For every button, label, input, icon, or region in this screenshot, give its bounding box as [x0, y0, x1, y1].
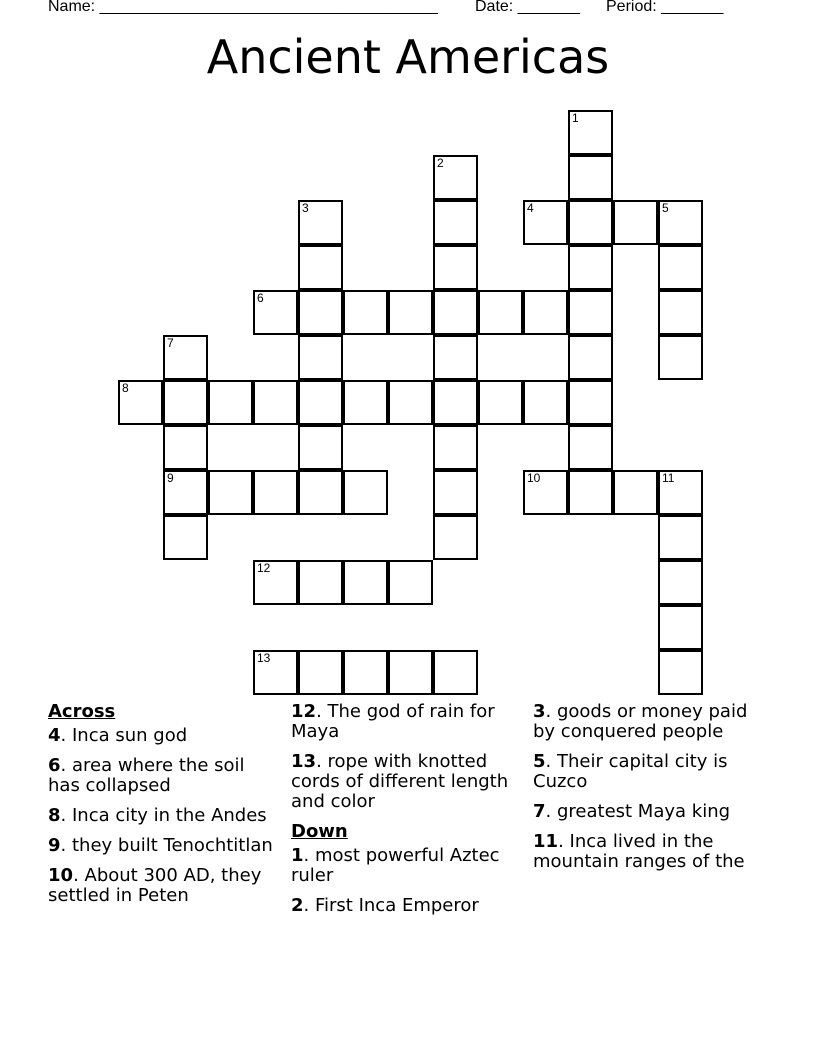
crossword-cell[interactable] [568, 155, 613, 200]
clue-across-6: 6. area where the soil has collapsed [48, 755, 245, 796]
crossword-cell[interactable] [298, 650, 343, 695]
crossword-cell[interactable] [388, 650, 433, 695]
crossword-cell[interactable] [658, 335, 703, 380]
crossword-cell[interactable] [433, 155, 478, 200]
date-field: Date: _______ [475, 0, 580, 15]
crossword-cell[interactable] [478, 380, 523, 425]
crossword-cell[interactable] [343, 380, 388, 425]
crossword-cell[interactable] [568, 470, 613, 515]
clue-number: 5 [662, 201, 669, 215]
clue-down-2: 2. First Inca Emperor [291, 895, 479, 916]
crossword-cell[interactable] [523, 200, 568, 245]
clue-down-3: 3. goods or money paid by conquered people [533, 701, 748, 742]
crossword-cell[interactable] [658, 245, 703, 290]
crossword-cell[interactable] [163, 515, 208, 560]
crossword-cell[interactable] [568, 200, 613, 245]
across-heading: Across [48, 701, 116, 722]
crossword-cell[interactable] [253, 470, 298, 515]
clue-number: 2 [437, 156, 444, 170]
crossword-cell[interactable] [298, 290, 343, 335]
clue-number: 7 [167, 336, 174, 350]
crossword-cell[interactable] [658, 470, 703, 515]
clue-across-10: 10. About 300 AD, they settled in Peten [48, 865, 262, 906]
clue-column-2 [291, 702, 521, 926]
crossword-cell[interactable] [613, 470, 658, 515]
clue-down-5: 5. Their capital city is Cuzco [533, 751, 728, 792]
crossword-cell[interactable] [298, 200, 343, 245]
crossword-cell[interactable] [433, 470, 478, 515]
crossword-cell[interactable] [388, 380, 433, 425]
crossword-cell[interactable] [568, 245, 613, 290]
clue-number: 6 [257, 291, 264, 305]
crossword-cell[interactable] [343, 290, 388, 335]
crossword-cell[interactable] [523, 290, 568, 335]
crossword-cell[interactable] [253, 380, 298, 425]
clue-number: 3 [302, 201, 309, 215]
crossword-cell[interactable] [658, 650, 703, 695]
clue-down-1: 1. most powerful Aztec ruler [291, 845, 500, 886]
period-field: Period: _______ [606, 0, 724, 15]
crossword-cell[interactable] [253, 560, 298, 605]
crossword-cell[interactable] [613, 200, 658, 245]
clue-number: 13 [257, 651, 271, 665]
page-title: Ancient Americas [206, 30, 610, 84]
crossword-cell[interactable] [298, 470, 343, 515]
crossword-cell[interactable] [523, 470, 568, 515]
clue-across-9: 9. they built Tenochtitlan [48, 835, 273, 856]
crossword-cell[interactable] [568, 290, 613, 335]
crossword-cell[interactable] [658, 605, 703, 650]
clue-across-12: 12. The god of rain for Maya [291, 701, 495, 742]
crossword-cell[interactable] [568, 380, 613, 425]
clue-number: 4 [527, 201, 534, 215]
crossword-cell[interactable] [163, 335, 208, 380]
crossword-cell[interactable] [658, 200, 703, 245]
crossword-cell[interactable] [658, 515, 703, 560]
crossword-cell[interactable] [298, 245, 343, 290]
crossword-cell[interactable] [163, 470, 208, 515]
crossword-cell[interactable] [253, 290, 298, 335]
crossword-cell[interactable] [343, 560, 388, 605]
crossword-cell[interactable] [433, 290, 478, 335]
clue-across-8: 8. Inca city in the Andes [48, 805, 267, 826]
crossword-cell[interactable] [208, 380, 253, 425]
crossword-cell[interactable] [433, 515, 478, 560]
crossword-cell[interactable] [568, 110, 613, 155]
crossword-cell[interactable] [163, 380, 208, 425]
clue-number: 10 [527, 471, 541, 485]
crossword-cell[interactable] [253, 650, 298, 695]
crossword-cell[interactable] [163, 425, 208, 470]
crossword-cell[interactable] [433, 380, 478, 425]
crossword-cell[interactable] [343, 470, 388, 515]
name-field: Name: ______________________________________ [48, 0, 438, 15]
crossword-cell[interactable] [568, 425, 613, 470]
crossword-cell[interactable] [478, 290, 523, 335]
crossword-cell[interactable] [433, 335, 478, 380]
crossword-cell[interactable] [388, 560, 433, 605]
clue-column-1 [48, 702, 278, 916]
clue-number: 1 [572, 111, 579, 125]
clue-number: 12 [257, 561, 271, 575]
clue-number: 11 [662, 471, 675, 485]
crossword-cell[interactable] [118, 380, 163, 425]
crossword-cell[interactable] [298, 380, 343, 425]
crossword-cell[interactable] [433, 245, 478, 290]
crossword-cell[interactable] [568, 335, 613, 380]
clue-number: 8 [122, 381, 129, 395]
clue-down-7: 7. greatest Maya king [533, 801, 731, 822]
crossword-cell[interactable] [433, 650, 478, 695]
crossword-cell[interactable] [658, 290, 703, 335]
crossword-cell[interactable] [298, 560, 343, 605]
crossword-cell[interactable] [298, 425, 343, 470]
down-heading: Down [291, 821, 348, 842]
crossword-cell[interactable] [343, 650, 388, 695]
clue-across-13: 13. rope with knotted cords of different length and color [291, 751, 509, 812]
crossword-cell[interactable] [433, 200, 478, 245]
crossword-cell[interactable] [523, 380, 568, 425]
crossword-cell[interactable] [298, 335, 343, 380]
clue-column-3 [533, 702, 773, 882]
clue-number: 9 [167, 471, 174, 485]
clue-across-4: 4. Inca sun god [48, 725, 188, 746]
crossword-cell[interactable] [658, 560, 703, 605]
clue-down-11: 11. Inca lived in the mountain ranges of the [533, 831, 745, 872]
crossword-cell[interactable] [433, 425, 478, 470]
crossword-cell[interactable] [388, 290, 433, 335]
crossword-cell[interactable] [208, 470, 253, 515]
